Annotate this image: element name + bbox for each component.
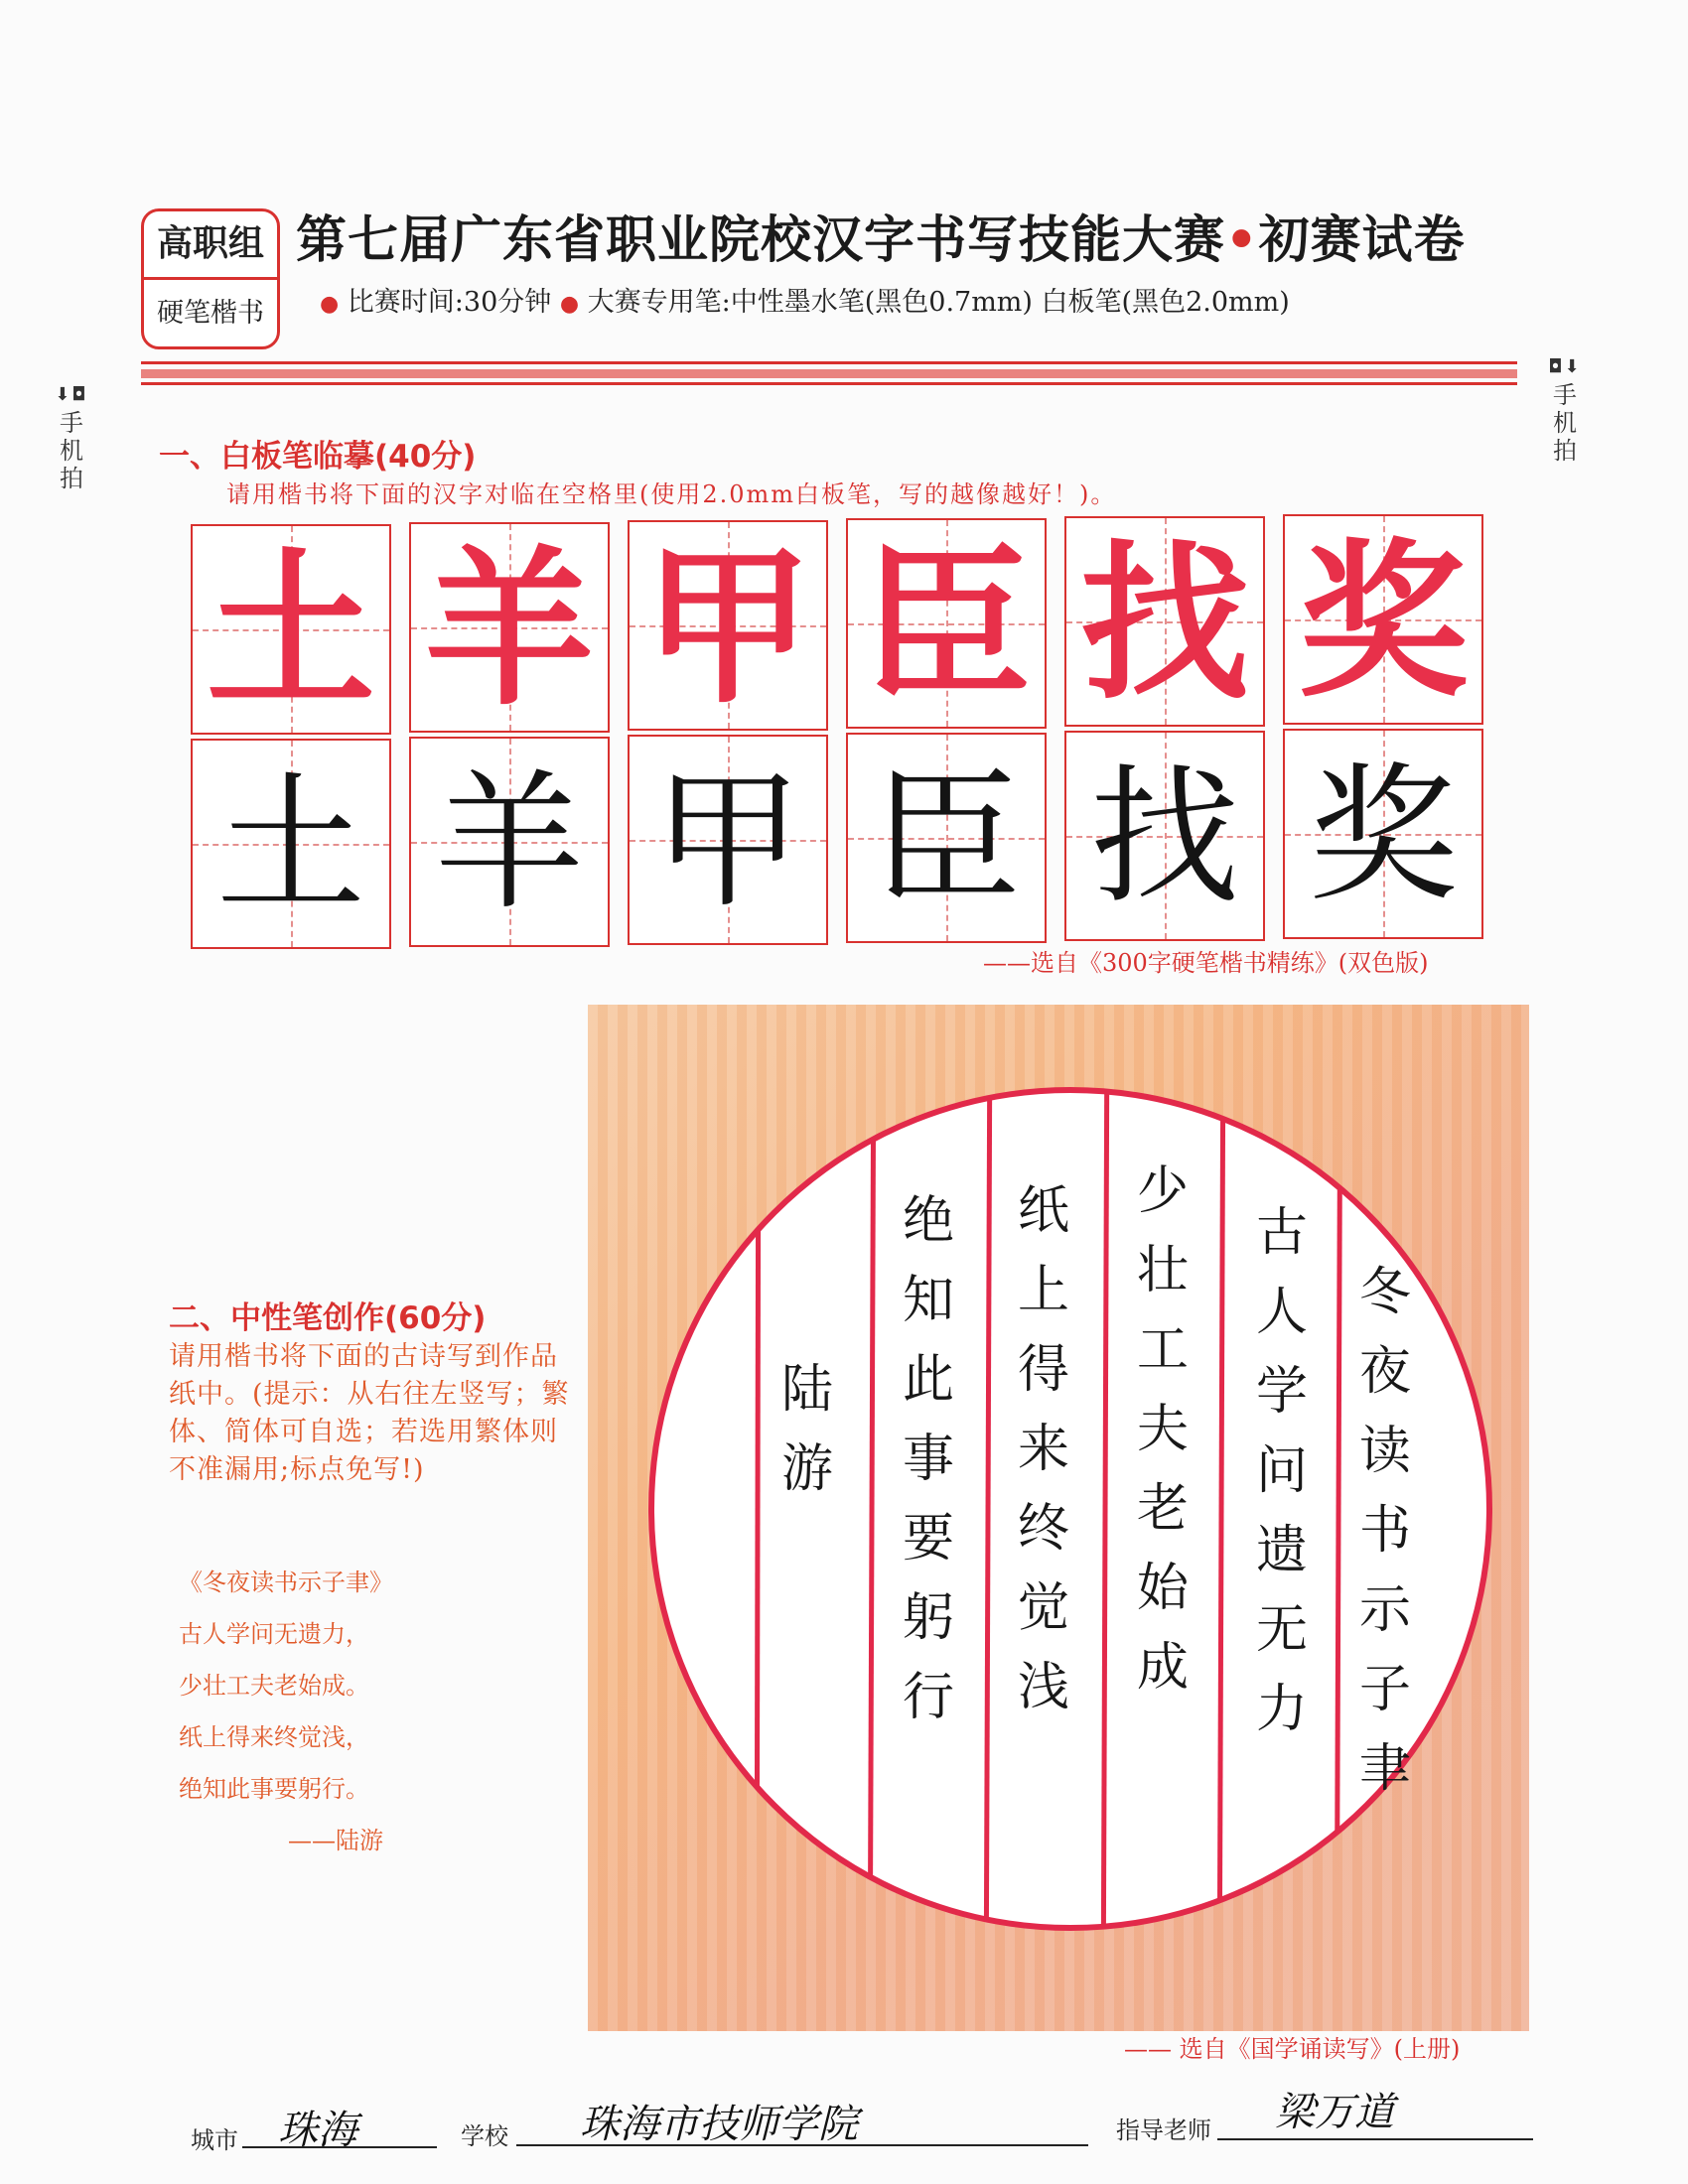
written-char: 冬: [1358, 1263, 1411, 1322]
teacher-underline: [1217, 2138, 1533, 2140]
side-mark-char: 机: [1553, 409, 1577, 437]
written-char: 觉: [1017, 1578, 1069, 1638]
written-char: 读: [1358, 1422, 1411, 1481]
written-char: 无: [1255, 1600, 1308, 1660]
right-phone-photo-mark: [1545, 353, 1585, 465]
title-separator: •: [1225, 211, 1259, 270]
model-grid-cell: [1064, 516, 1265, 727]
written-char: 要: [902, 1509, 954, 1569]
written-char: 子: [1358, 1660, 1411, 1719]
school-value: 珠海市技师学院: [580, 2102, 858, 2147]
written-char: 事: [902, 1430, 954, 1489]
poem-author: ——陆游: [288, 1827, 383, 1854]
poem-title: 《冬夜读书示子聿》: [179, 1569, 393, 1596]
written-char: 成: [1136, 1638, 1189, 1698]
written-char: 行: [902, 1668, 954, 1727]
exam-time: 比赛时间:30分钟: [347, 287, 552, 318]
poem-line: 纸上得来终觉浅，: [179, 1723, 369, 1751]
exam-pen: 大赛专用笔:中性墨水笔(黑色0.7mm) 白板笔(黑色2.0mm): [587, 287, 1290, 318]
written-char: 少: [1136, 1161, 1189, 1221]
side-mark-char: 手: [60, 409, 83, 437]
written-char: 知: [902, 1271, 954, 1330]
city-value: 珠海: [278, 2108, 357, 2153]
school-underline: [516, 2144, 1088, 2146]
badge-category-label: 硬笔楷书: [157, 298, 264, 329]
section2-instruction: 请用楷书将下面的古诗写到作品纸中。(提示：从右往左竖写；繁体、简体可自选；若选用繁体则不准漏用;标点免写!): [169, 1341, 570, 1485]
model-char: 羊: [424, 530, 594, 729]
model-char: 找: [1079, 524, 1249, 723]
written-char: 游: [780, 1439, 833, 1499]
writing-paper: [588, 1005, 1529, 2031]
bullet-icon: ●: [320, 292, 340, 317]
badge-group-label: 高职组: [144, 211, 277, 280]
header-rule-thick: [141, 369, 1517, 378]
copy-grid-cell: [628, 735, 828, 945]
teacher-label: 指导老师: [1116, 2116, 1211, 2144]
teacher-value: 梁万道: [1275, 2090, 1394, 2135]
written-char: 得: [1017, 1340, 1069, 1400]
poem-line: 古人学问无遗力，: [179, 1620, 369, 1648]
poem-line: 绝知此事要躬行。: [179, 1775, 369, 1803]
written-char: 聿: [1358, 1739, 1411, 1799]
written-char: 问: [1255, 1441, 1308, 1501]
written-char: 壮: [1136, 1241, 1189, 1300]
left-phone-photo-mark: [52, 381, 91, 492]
side-mark-char: 拍: [60, 465, 83, 492]
copy-char: 找: [1089, 751, 1239, 924]
written-char: 遗: [1255, 1521, 1308, 1580]
written-column: [894, 1181, 963, 1737]
written-char: 工: [1136, 1320, 1189, 1380]
section1-title: 一、白板笔临摹(40分): [159, 439, 477, 475]
written-char: 力: [1255, 1680, 1308, 1739]
section2-title: 二、中性笔创作(60分): [169, 1300, 487, 1336]
copy-grid-cell: [409, 737, 610, 947]
model-char: 奖: [1298, 522, 1468, 721]
written-column: [1009, 1171, 1078, 1727]
written-char: 上: [1017, 1261, 1069, 1320]
group-badge: [141, 208, 280, 349]
copy-char: 甲: [652, 755, 802, 928]
model-char: 臣: [861, 526, 1031, 725]
page-title: [296, 199, 1547, 268]
model-char: 土: [206, 532, 375, 731]
written-char: 此: [902, 1350, 954, 1410]
written-char: 浅: [1017, 1658, 1069, 1717]
copy-grid-cell: [1064, 731, 1265, 941]
model-grid-cell: [409, 522, 610, 733]
copy-char: 奖: [1308, 750, 1458, 922]
copy-char: 羊: [434, 757, 584, 930]
section1-source: ——选自《300字硬笔楷书精练》(双色版): [983, 949, 1429, 977]
written-char: 示: [1358, 1580, 1411, 1640]
model-grid-cell: [191, 524, 391, 735]
written-char: 来: [1017, 1420, 1069, 1479]
copy-grid-cell: [191, 739, 391, 949]
side-mark-char: 拍: [1553, 437, 1577, 465]
title-main: 第七届广东省职业院校汉字书写技能大赛: [296, 211, 1226, 270]
copy-grid-cell: [1283, 729, 1483, 939]
written-char: 纸: [1017, 1181, 1069, 1241]
camera-icon: ◘⬇: [1548, 356, 1582, 377]
written-column: [1350, 1253, 1420, 1809]
written-char: 终: [1017, 1499, 1069, 1559]
title-tail: 初赛试卷: [1258, 211, 1466, 270]
written-char: 夫: [1136, 1400, 1189, 1459]
written-char: 绝: [902, 1191, 954, 1251]
written-column: [773, 1350, 842, 1509]
reference-poem: [179, 1557, 477, 1866]
written-char: 躬: [902, 1588, 954, 1648]
section1-note: 请用楷书将下面的汉字对临在空格里(使用2.0mm白板笔，写的越像越好！)。: [226, 480, 1117, 508]
model-grid-cell: [1283, 514, 1483, 725]
header-rule-thin-bottom: [141, 382, 1517, 385]
city-label: 城市: [191, 2126, 238, 2154]
written-char: 陆: [780, 1360, 833, 1420]
written-column: [1247, 1193, 1317, 1749]
written-char: 书: [1358, 1501, 1411, 1561]
copy-grid-cell: [846, 733, 1047, 943]
written-column: [1128, 1152, 1197, 1707]
written-char: 古: [1255, 1203, 1308, 1263]
school-label: 学校: [461, 2122, 508, 2150]
side-mark-char: 机: [60, 437, 83, 465]
bullet-icon: ●: [559, 292, 580, 317]
model-grid-cell: [628, 520, 828, 731]
written-char: 老: [1136, 1479, 1189, 1539]
header-rule-thin: [141, 361, 1517, 364]
city-underline: [242, 2146, 437, 2148]
exam-meta: [320, 280, 1511, 324]
written-char: 始: [1136, 1559, 1189, 1618]
model-char: 甲: [642, 528, 812, 727]
copy-char: 臣: [871, 753, 1021, 926]
camera-icon: ⬇◘: [55, 384, 88, 405]
written-char: 夜: [1358, 1342, 1411, 1402]
written-char: 学: [1255, 1362, 1308, 1422]
copy-char: 土: [215, 759, 365, 932]
side-mark-char: 手: [1553, 381, 1577, 409]
section2-source: —— 选自《国学诵读写》(上册): [1124, 2035, 1461, 2063]
written-char: 人: [1255, 1283, 1308, 1342]
poem-line: 少壮工夫老始成。: [179, 1672, 369, 1700]
model-grid-cell: [846, 518, 1047, 729]
